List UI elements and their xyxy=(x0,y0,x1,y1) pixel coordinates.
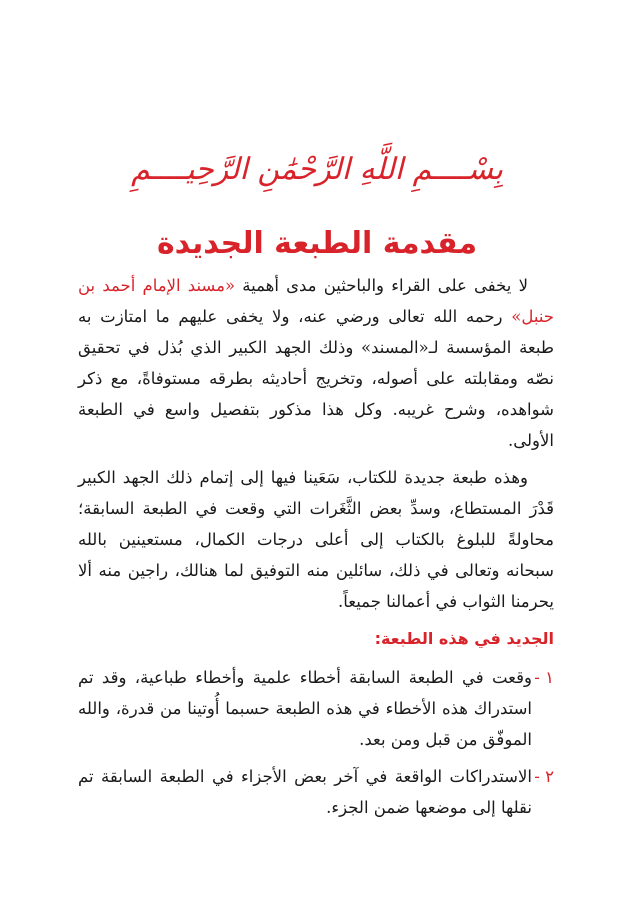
list-item-number: ٢ - xyxy=(534,767,554,786)
list-item xyxy=(78,662,554,755)
body-text xyxy=(78,270,554,829)
basmala-heading: بِسْــــمِ اللَّهِ الرَّحْمَٰنِ الرَّحِيــــمِ xyxy=(131,152,503,187)
book-title-highlight: «مسند الإمام أحمد بن حنبل» xyxy=(78,276,554,326)
list-item-text: وقعت في الطبعة السابقة أخطاء علمية وأخطاء طباعية، وقد تم استدراك هذه الأخطاء في هذه الطبعة حسبما أُوتينا من قدرة، والله الموفّق من قبل ومن بعد. xyxy=(78,668,532,749)
list-item-number: ١ - xyxy=(534,668,554,687)
paragraph-1-rest: رحمه الله تعالى ورضي عنه، ولا يخفى عليهم ما امتازت به طبعة المؤسسة لـ«المسند» وذلك الجهد الكبير الذي بُذل في تحقيق نصّه ومقابلته على أصوله، وتخريج أحاديثه بطرقه مستوفاةً، مع ذكر شواهده، وشرح غريبه. وكل هذا مذكور بتفصيل واسع في الطبعة الأولى. xyxy=(78,307,554,450)
new-in-edition-heading: الجديد في هذه الطبعة: xyxy=(374,629,554,648)
list-item xyxy=(78,761,554,823)
paragraph-2: وهذه طبعة جديدة للكتاب، سَعَينا فيها إلى إتمام ذلك الجهد الكبير قَدْرَ المستطاع، وسدِّ بعض الثَّغَرات التي وقعت في الطبعة السابقة؛ محاولةً للبلوغ بالكتاب إلى أعلى درجات الكمال، مستعينين بالله سبحانه وتعالى في ذلك، سائلين منه التوفيق لما هنالك، راجين منه ألا يحرمنا الثواب في أعمالنا جميعاً. xyxy=(78,468,554,611)
list-item-text: الاستدراكات الواقعة في آخر بعض الأجزاء في الطبعة السابقة تم نقلها إلى موضعها ضمن الجزء. xyxy=(78,767,532,817)
page-title: مقدمة الطبعة الجديدة xyxy=(156,226,478,261)
paragraph-1 xyxy=(78,270,554,456)
paragraph-1-start: لا يخفى على القراء والباحثين مدى أهمية xyxy=(235,276,528,295)
